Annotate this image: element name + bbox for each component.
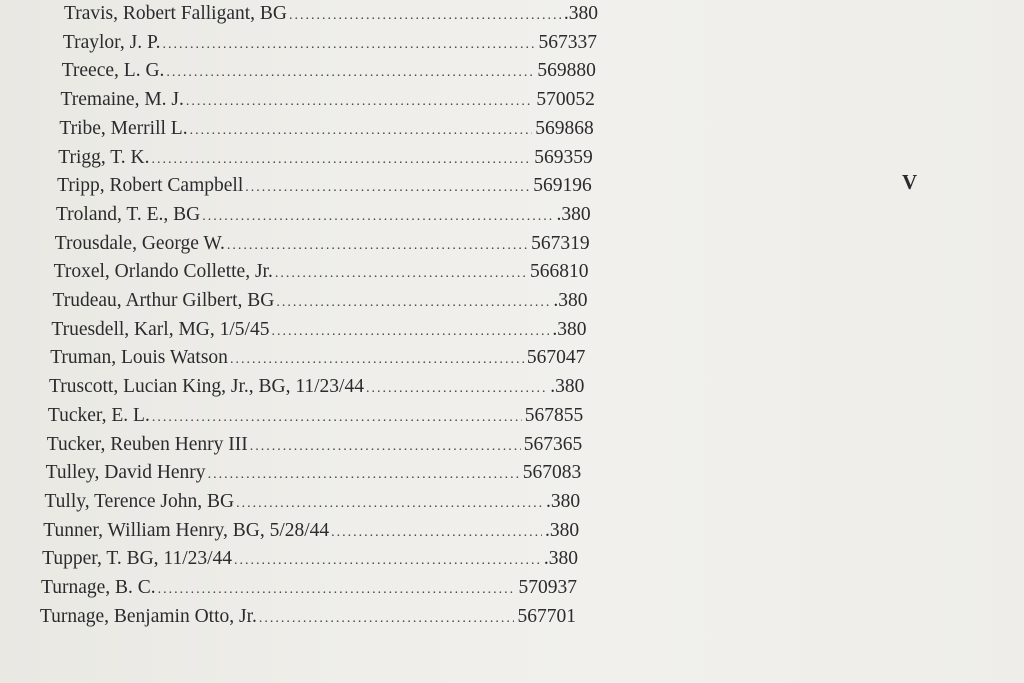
index-entry bbox=[57, 174, 592, 200]
entry-number: .380 bbox=[544, 519, 580, 541]
index-entry bbox=[44, 490, 580, 516]
entry-number: .380 bbox=[553, 290, 588, 311]
dot-leader bbox=[275, 262, 527, 286]
entry-number: 569868 bbox=[535, 117, 594, 139]
index-entry bbox=[63, 31, 597, 57]
index-entry bbox=[48, 404, 583, 430]
entry-name: Trigg, T. K. bbox=[58, 146, 150, 168]
index-entry bbox=[53, 289, 588, 315]
index-entry bbox=[51, 318, 586, 344]
entry-number: 569359 bbox=[534, 146, 593, 168]
entry-name: Troland, T. E., BG bbox=[55, 203, 201, 225]
dot-leader bbox=[230, 348, 524, 372]
index-entry bbox=[50, 346, 585, 372]
index-entry bbox=[64, 2, 598, 28]
dot-leader bbox=[271, 320, 549, 344]
dot-leader bbox=[331, 521, 542, 545]
entry-number: 567855 bbox=[524, 404, 584, 426]
index-entry bbox=[59, 117, 593, 143]
entry-name: Tunner, William Henry, BG, 5/28/44 bbox=[43, 519, 330, 541]
entry-name: Tully, Terence John, BG bbox=[44, 490, 235, 512]
entry-name: Tucker, E. L. bbox=[47, 404, 150, 426]
index-entry bbox=[49, 375, 584, 401]
entry-number: .380 bbox=[552, 318, 587, 340]
entry-number: 566810 bbox=[530, 261, 589, 283]
entry-number: 570052 bbox=[536, 89, 595, 111]
dot-leader bbox=[186, 90, 533, 114]
index-entry bbox=[42, 547, 578, 573]
entry-name: Truman, Louis Watson bbox=[50, 347, 228, 369]
index-entry bbox=[58, 146, 593, 172]
entry-name: Tulley, David Henry bbox=[45, 462, 206, 484]
dot-leader bbox=[202, 205, 553, 229]
entry-number: 570937 bbox=[518, 577, 577, 598]
dot-leader bbox=[259, 607, 515, 631]
entry-name: Tripp, Robert Campbell bbox=[57, 175, 244, 197]
index-entry bbox=[61, 88, 595, 114]
entry-name: Trousdale, George W. bbox=[54, 232, 225, 254]
dot-leader bbox=[250, 435, 521, 459]
entry-number: 567047 bbox=[526, 347, 586, 369]
entry-number: .380 bbox=[550, 376, 585, 398]
entry-number: .380 bbox=[543, 548, 579, 570]
dot-leader bbox=[227, 234, 528, 258]
entry-name: Truesdell, Karl, MG, 1/5/45 bbox=[51, 318, 270, 340]
entry-name: Traylor, J. P. bbox=[62, 31, 161, 53]
dot-leader bbox=[166, 61, 534, 85]
entry-name: Tupper, T. BG, 11/23/44 bbox=[42, 548, 233, 570]
dot-leader bbox=[245, 176, 530, 200]
index-entry bbox=[55, 232, 590, 258]
entry-number: 567365 bbox=[523, 433, 583, 455]
entry-name: Troxel, Orlando Collette, Jr. bbox=[53, 261, 273, 283]
dot-leader bbox=[151, 148, 531, 172]
index-entry bbox=[54, 260, 589, 286]
entry-name: Treece, L. G. bbox=[61, 60, 165, 82]
dot-leader bbox=[152, 406, 522, 430]
entry-name: Travis, Robert Falligant, BG bbox=[64, 3, 287, 24]
index-entry bbox=[56, 203, 591, 229]
dot-leader bbox=[366, 377, 547, 401]
index-entry bbox=[40, 605, 576, 631]
dot-leader bbox=[276, 291, 550, 315]
entry-name: Tribe, Merrill L. bbox=[59, 117, 188, 139]
entry-name: Truscott, Lucian King, Jr., BG, 11/23/44 bbox=[49, 376, 364, 398]
entry-number: .380 bbox=[546, 490, 581, 512]
index-entry bbox=[43, 519, 579, 545]
entry-number: .380 bbox=[563, 3, 598, 24]
dot-leader bbox=[289, 4, 561, 28]
index-entry bbox=[47, 433, 583, 459]
entry-name: Turnage, Benjamin Otto, Jr. bbox=[39, 605, 257, 627]
dot-leader bbox=[163, 33, 536, 57]
entry-name: Tremaine, M. J. bbox=[60, 89, 184, 111]
entry-name: Tucker, Reuben Henry III bbox=[46, 433, 248, 455]
section-letter-heading: V bbox=[902, 170, 918, 194]
entry-name: Turnage, B. C. bbox=[41, 577, 156, 598]
index-entry bbox=[46, 461, 582, 487]
entry-number: 567701 bbox=[517, 605, 576, 627]
entry-number: 567337 bbox=[538, 31, 597, 53]
entry-number: 567083 bbox=[522, 462, 582, 484]
entry-number: 569196 bbox=[533, 175, 592, 197]
dot-leader bbox=[208, 463, 520, 487]
entry-number: 567319 bbox=[531, 232, 590, 254]
entry-number: .380 bbox=[556, 203, 591, 225]
dot-leader bbox=[190, 119, 533, 143]
index-entry bbox=[62, 59, 596, 85]
dot-leader bbox=[234, 549, 541, 573]
dot-leader bbox=[158, 578, 516, 602]
entry-name: Trudeau, Arthur Gilbert, BG bbox=[52, 290, 275, 311]
dot-leader bbox=[236, 492, 543, 516]
entry-number: 569880 bbox=[537, 60, 596, 82]
index-entry bbox=[41, 576, 577, 602]
